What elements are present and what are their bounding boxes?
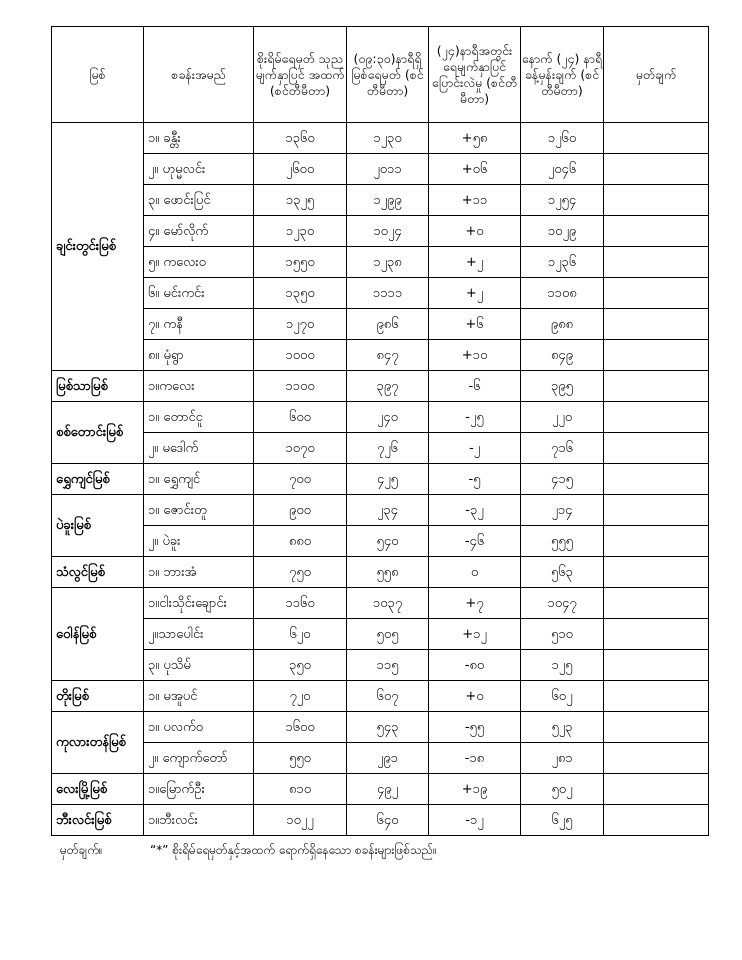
danger-level-cell: ၆၂၀	[254, 619, 347, 650]
table-row	[52, 743, 709, 774]
change-cell: ၀	[429, 557, 521, 588]
change-cell: -၅၅	[429, 712, 521, 743]
water-level-cell: ၂၄၀	[347, 402, 429, 433]
header-station: စခန်းအမည်	[144, 27, 254, 123]
remark-cell	[604, 433, 709, 464]
danger-level-cell: ၁၃၂၅	[254, 185, 347, 216]
river-name: ကုလားတန်မြစ်	[52, 712, 144, 774]
water-level-cell: ၂၉၁	[347, 743, 429, 774]
station-cell: ၆။ မင်းကင်း	[144, 278, 254, 309]
danger-level-cell: ၁၀၇၀	[254, 433, 347, 464]
water-level-cell: ၁၁၁၁	[347, 278, 429, 309]
danger-level-cell: ၅၅၀	[254, 743, 347, 774]
station-cell: ၁။ဘီးလင်း	[144, 805, 254, 836]
station-cell: ၂။ ကျောက်တော်	[144, 743, 254, 774]
remark-cell	[604, 712, 709, 743]
forecast-cell: ၃၉၅	[521, 371, 604, 402]
change-cell: -၁၈	[429, 743, 521, 774]
water-level-cell: ၂၀၁၁	[347, 154, 429, 185]
danger-level-cell: ၁၂၇၀	[254, 309, 347, 340]
station-cell: ၅။ ကလေးဝ	[144, 247, 254, 278]
river-name: မြစ်သာမြစ်	[52, 371, 144, 402]
remark-cell	[604, 402, 709, 433]
table-row	[52, 309, 709, 340]
station-cell: ၁။ ဇောင်းတူ	[144, 495, 254, 526]
change-cell: +၀	[429, 216, 521, 247]
river-name: ပဲခူးမြစ်	[52, 495, 144, 557]
footnote-label: မှတ်ချက်။	[60, 843, 103, 857]
header-level-0930: (၀၉:၃၀)နာရီရှိ မြစ်ရေမှတ် (စင်တီမီတာ)	[347, 27, 429, 123]
table-row	[52, 557, 709, 588]
station-cell: ၁။ ပလက်ဝ	[144, 712, 254, 743]
change-cell: -၅	[429, 464, 521, 495]
station-cell: ၁။ ခန္တီး	[144, 123, 254, 154]
forecast-cell: ၂၁၄	[521, 495, 604, 526]
water-level-cell: ၅၄၀	[347, 526, 429, 557]
change-cell: -၂၅	[429, 402, 521, 433]
remark-cell	[604, 278, 709, 309]
remark-cell	[604, 309, 709, 340]
table-row	[52, 154, 709, 185]
station-cell: ၂။ မဒေါက်	[144, 433, 254, 464]
forecast-cell: ၈၄၉	[521, 340, 604, 371]
forecast-cell: ၅၁၀	[521, 619, 604, 650]
river-name: လေးမြို့မြစ်	[52, 774, 144, 805]
remark-cell	[604, 619, 709, 650]
danger-level-cell: ၁၅၅၀	[254, 247, 347, 278]
river-name: ချင်းတွင်းမြစ်	[52, 123, 144, 371]
water-level-cell: ၅၀၅	[347, 619, 429, 650]
table-row	[52, 247, 709, 278]
danger-level-cell: ၈၁၀	[254, 774, 347, 805]
water-level-cell: ၇၂၆	[347, 433, 429, 464]
danger-level-cell: ၇၀၀	[254, 464, 347, 495]
forecast-cell: ၁၂၅	[521, 650, 604, 681]
forecast-cell: ၁၀၂၉	[521, 216, 604, 247]
water-level-cell: ၅၅၈	[347, 557, 429, 588]
station-cell: ၇။ ကနီ	[144, 309, 254, 340]
table-row	[52, 712, 709, 743]
table-row	[52, 402, 709, 433]
river-name: သံလွင်မြစ်	[52, 557, 144, 588]
remark-cell	[604, 681, 709, 712]
footnote-text: “*” စိုးရိမ်ရေမှတ်နှင့်အထက် ရောက်ရှိနေသော စခန်းများဖြစ်သည်။	[150, 843, 437, 857]
remark-cell	[604, 495, 709, 526]
forecast-cell: ၅၅၅	[521, 526, 604, 557]
change-cell: +၅၈	[429, 123, 521, 154]
forecast-cell: ၁၂၅၄	[521, 185, 604, 216]
change-cell: +၁၁	[429, 185, 521, 216]
danger-level-cell: ၃၅၀	[254, 650, 347, 681]
change-cell: -၃၂	[429, 495, 521, 526]
danger-level-cell: ၇၂၀	[254, 681, 347, 712]
station-cell: ၈။ မုံရွာ	[144, 340, 254, 371]
footnote	[60, 842, 437, 860]
station-cell: ၃။ ဖောင်းပြင်	[144, 185, 254, 216]
forecast-cell: ၁၂၃၆	[521, 247, 604, 278]
station-cell: ၁။ကလေး	[144, 371, 254, 402]
station-cell: ၁။ မအူပင်	[144, 681, 254, 712]
danger-level-cell: ၁၃၅၀	[254, 278, 347, 309]
river-name: စစ်တောင်းမြစ်	[52, 402, 144, 464]
change-cell: -၁၂	[429, 805, 521, 836]
danger-level-cell: ၁၀၀၀	[254, 340, 347, 371]
station-cell: ၁။ ဘားအံ	[144, 557, 254, 588]
table-body	[52, 123, 709, 836]
water-level-cell: ၆၀၇	[347, 681, 429, 712]
table-row	[52, 185, 709, 216]
danger-level-cell: ၁၆၀၀	[254, 712, 347, 743]
remark-cell	[604, 774, 709, 805]
change-cell: +၂	[429, 247, 521, 278]
water-level-cell: ၃၉၇	[347, 371, 429, 402]
water-level-cell: ၄၉၂	[347, 774, 429, 805]
change-cell: +၁၉	[429, 774, 521, 805]
header-change-24h: (၂၄)နာရီအတွင်း ရေမျက်နှာပြင် ပြောင်းလဲမှု (စင်တီမီတာ)	[429, 27, 521, 123]
river-name: ဝေါန်မြစ်	[52, 588, 144, 681]
water-level-table	[51, 26, 709, 836]
remark-cell	[604, 154, 709, 185]
station-cell: ၂။ ပဲခူး	[144, 526, 254, 557]
change-cell: +၀၆	[429, 154, 521, 185]
danger-level-cell: ၁၂၃၀	[254, 216, 347, 247]
change-cell: +၁၀	[429, 340, 521, 371]
water-level-cell: ၁၁၅	[347, 650, 429, 681]
table-row	[52, 681, 709, 712]
remark-cell	[604, 526, 709, 557]
danger-level-cell: ၁၀၂၂	[254, 805, 347, 836]
change-cell: -၄၆	[429, 526, 521, 557]
table-row	[52, 495, 709, 526]
header-remarks: မှတ်ချက်	[604, 27, 709, 123]
water-level-cell: ၂၃၄	[347, 495, 429, 526]
river-name: တိုးမြစ်	[52, 681, 144, 712]
forecast-cell: ၂၈၁	[521, 743, 604, 774]
table-row	[52, 526, 709, 557]
table-row	[52, 278, 709, 309]
table-row	[52, 805, 709, 836]
forecast-cell: ၅၀၂	[521, 774, 604, 805]
water-level-cell: ၁၂၃၀	[347, 123, 429, 154]
remark-cell	[604, 247, 709, 278]
table-row	[52, 588, 709, 619]
station-cell: ၁။မြောက်ဦး	[144, 774, 254, 805]
forecast-cell: ၆၂၅	[521, 805, 604, 836]
water-level-cell: ၁၀၃၇	[347, 588, 429, 619]
change-cell: -၂	[429, 433, 521, 464]
danger-level-cell: ၈၈၀	[254, 526, 347, 557]
station-cell: ၁။ ရွှေကျင်	[144, 464, 254, 495]
remark-cell	[604, 216, 709, 247]
danger-level-cell: ၂၆၀၀	[254, 154, 347, 185]
remark-cell	[604, 805, 709, 836]
change-cell: +၀	[429, 681, 521, 712]
water-level-cell: ၁၀၂၄	[347, 216, 429, 247]
river-name: ရွှေကျင်မြစ်	[52, 464, 144, 495]
forecast-cell: ၁၁၀၈	[521, 278, 604, 309]
change-cell: -၈၀	[429, 650, 521, 681]
river-name: ဘီးလင်းမြစ်	[52, 805, 144, 836]
forecast-cell: ၅၆၃	[521, 557, 604, 588]
remark-cell	[604, 371, 709, 402]
remark-cell	[604, 123, 709, 154]
remark-cell	[604, 340, 709, 371]
forecast-cell: ၁၀၄၇	[521, 588, 604, 619]
change-cell: -၆	[429, 371, 521, 402]
header-river: မြစ်	[52, 27, 144, 123]
change-cell: +၆	[429, 309, 521, 340]
forecast-cell: ၉၈၈	[521, 309, 604, 340]
header-forecast-24h: နောက် (၂၄) နာရီ ခန့်မှန်းချက် (စင်တီမီတာ)	[521, 27, 604, 123]
forecast-cell: ၅၂၃	[521, 712, 604, 743]
remark-cell	[604, 557, 709, 588]
forecast-cell: ၁၂၆၀	[521, 123, 604, 154]
danger-level-cell: ၇၅၀	[254, 557, 347, 588]
remark-cell	[604, 743, 709, 774]
water-level-cell: ၁၂၃၈	[347, 247, 429, 278]
remark-cell	[604, 185, 709, 216]
water-level-cell: ၁၂၉၉	[347, 185, 429, 216]
table-row	[52, 216, 709, 247]
table-row	[52, 433, 709, 464]
table-row	[52, 774, 709, 805]
danger-level-cell: ၉၀၀	[254, 495, 347, 526]
header-row	[52, 27, 709, 123]
table-row	[52, 650, 709, 681]
forecast-cell: ၄၁၅	[521, 464, 604, 495]
station-cell: ၂။သာပေါင်း	[144, 619, 254, 650]
water-level-cell: ၆၄၀	[347, 805, 429, 836]
table-row	[52, 123, 709, 154]
station-cell: ၁။ငါးသိုင်းချောင်း	[144, 588, 254, 619]
forecast-cell: ၇၁၆	[521, 433, 604, 464]
danger-level-cell: ၁၁၆၀	[254, 588, 347, 619]
table-row	[52, 464, 709, 495]
station-cell: ၂။ ဟုမ္မလင်း	[144, 154, 254, 185]
water-level-cell: ၈၄၇	[347, 340, 429, 371]
change-cell: +၁၂	[429, 619, 521, 650]
forecast-cell: ၆၀၂	[521, 681, 604, 712]
station-cell: ၁။ တောင်ငူ	[144, 402, 254, 433]
water-level-cell: ၅၄၃	[347, 712, 429, 743]
remark-cell	[604, 464, 709, 495]
danger-level-cell: ၁၁၀၀	[254, 371, 347, 402]
table-row	[52, 619, 709, 650]
station-cell: ၃။ ပုသိမ်	[144, 650, 254, 681]
station-cell: ၄။ မော်လိုက်	[144, 216, 254, 247]
remark-cell	[604, 588, 709, 619]
forecast-cell: ၂၀၄၆	[521, 154, 604, 185]
table-row	[52, 371, 709, 402]
change-cell: +၇	[429, 588, 521, 619]
change-cell: +၂	[429, 278, 521, 309]
remark-cell	[604, 650, 709, 681]
forecast-cell: ၂၂၀	[521, 402, 604, 433]
water-level-cell: ၉၈၆	[347, 309, 429, 340]
danger-level-cell: ၆၀၀	[254, 402, 347, 433]
table-row	[52, 340, 709, 371]
danger-level-cell: ၁၃၆၀	[254, 123, 347, 154]
water-level-cell: ၄၂၅	[347, 464, 429, 495]
header-danger-level: စိုးရိမ်ရေမှတ် သုညမျက်နှာပြင် အထက် (စင်တီမီတာ)	[254, 27, 347, 123]
